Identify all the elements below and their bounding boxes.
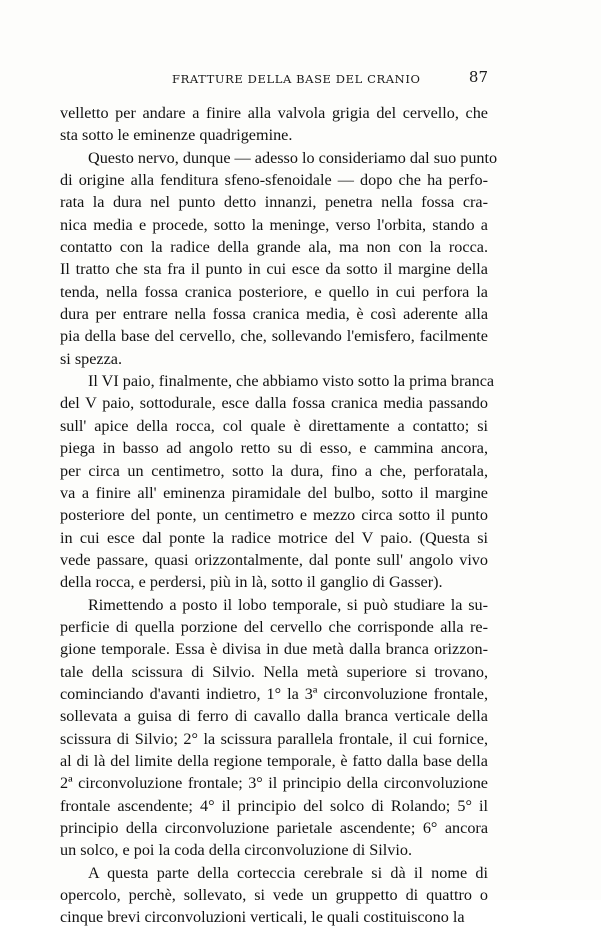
body-text: [60, 102, 498, 929]
text-line: rata la dura nel punto detto innanzi, penetra nella fossa cra-: [60, 193, 488, 212]
text-line: Questo nervo, dunque — adesso lo consideriamo dal suo punto: [88, 148, 498, 167]
page-number: 87: [468, 68, 488, 86]
text-line: cominciando d'avanti indietro, 1° la 3ª circonvoluzione frontale,: [60, 684, 488, 703]
paragraph: [60, 594, 488, 862]
text-line: Il VI paio, finalmente, che abbiamo visto sotto la prima branca: [88, 372, 495, 391]
text-line: velletto per andare a finire alla valvola grigia del cervello, che: [60, 104, 488, 122]
text-line: per circa un centimetro, sotto la dura, fino a che, perforatala,: [60, 461, 488, 480]
text-line: della rocca, e perdersi, più in là, sotto il ganglio di Gasser).: [60, 573, 443, 592]
text-line: va a finire all' eminenza piramidale del bulbo, sotto il margine: [60, 483, 488, 502]
text-line: A questa parte della corteccia cerebrale si dà il nome di: [88, 863, 488, 882]
text-line: 2ª circonvoluzione frontale; 3° il principio della circonvoluzione: [60, 774, 488, 793]
text-line: tenda, nella fossa cranica posteriore, e quello in cui perfora la: [60, 282, 488, 301]
paragraph: [60, 862, 488, 929]
text-line: pia della base del cervello, che, sollevando l'emisfero, facilmente: [60, 327, 488, 346]
text-line: si spezza.: [60, 349, 123, 368]
text-line: perficie di quella porzione del cervello che corrisponde alla re-: [60, 617, 488, 636]
text-line: piega in basso ad angolo retto su di esso, e cammina ancora,: [60, 439, 488, 458]
paragraph: [60, 370, 495, 593]
text-line: frontale ascendente; 4° il principio del solco di Rolando; 5° il: [60, 796, 488, 815]
text-line: un solco, e poi la coda della circonvoluzione di Silvio.: [60, 841, 412, 860]
text-line: nica media e procede, sotto la meninge, verso l'orbita, stando a: [60, 215, 488, 234]
text-line: del V paio, sottodurale, esce dalla fossa cranica media passando: [60, 394, 488, 413]
text-line: in cui esce dal ponte la radice motrice del V paio. (Questa si: [60, 528, 488, 547]
text-line: tale della scissura di Silvio. Nella metà superiore si trovano,: [60, 662, 488, 681]
text-line: scissura di Silvio; 2° la scissura parallela frontale, il cui fornice,: [60, 729, 488, 748]
running-head: [60, 68, 488, 88]
text-line: di origine alla fenditura sfeno-sfenoidale — dopo che ha perfo-: [60, 171, 488, 190]
running-title: FRATTURE DELLA BASE DEL CRANIO: [172, 72, 421, 86]
paragraph: [60, 147, 498, 370]
text-line: al di là del limite della regione temporale, è fatto dalla base della: [60, 751, 488, 770]
text-line: sta sotto le eminenze quadrigemine.: [60, 126, 293, 145]
text-line: sollevata a guisa di ferro di cavallo dalla branca verticale della: [60, 707, 488, 726]
text-line: Il tratto che sta fra il punto in cui esce da sotto il margine della: [60, 260, 488, 279]
text-line: Rimettendo a posto il lobo temporale, si può studiare la su-: [88, 595, 488, 614]
text-line: sull' apice della rocca, col quale è direttamente a contatto; si: [60, 416, 488, 435]
text-line: gione temporale. Essa è divisa in due metà dalla branca orizzon-: [60, 640, 488, 659]
text-line: contatto con la radice della grande ala, ma non con la rocca.: [60, 238, 488, 257]
paragraph: [60, 102, 488, 147]
text-line: vede passare, quasi orizzontalmente, dal ponte sull' angolo vivo: [60, 550, 488, 569]
text-line: cinque brevi circonvoluzioni verticali, le quali costituiscono la: [60, 908, 465, 927]
text-line: principio della circonvoluzione parietale ascendente; 6° ancora: [60, 819, 488, 837]
text-line: dura per entrare nella fossa cranica media, è così aderente alla: [60, 305, 488, 324]
text-line: opercolo, perchè, sollevato, si vede un gruppetto di quattro o: [60, 886, 488, 905]
text-line: posteriore del ponte, un centimetro e mezzo circa sotto il punto: [60, 506, 488, 525]
